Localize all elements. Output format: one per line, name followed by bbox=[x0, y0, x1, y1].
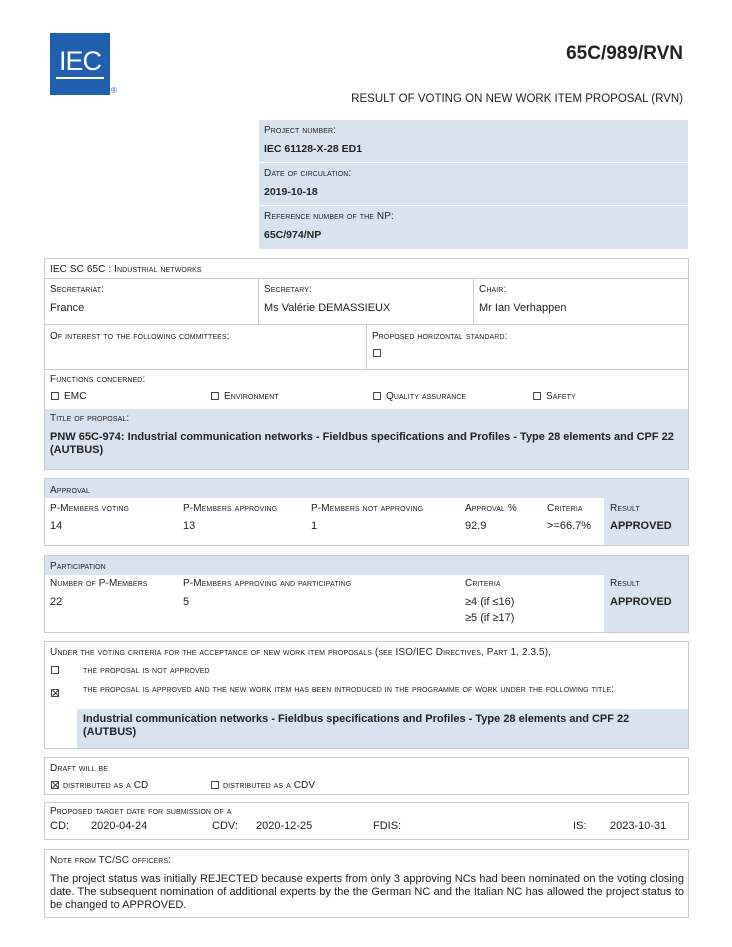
chair-label: Chair: bbox=[479, 284, 507, 295]
approval-value-not-approving: 1 bbox=[311, 520, 318, 532]
project-number: IEC 61128-X-28 ED1 bbox=[264, 143, 363, 155]
note-label: Note from TC/SC officers: bbox=[50, 855, 172, 866]
approval-header-voting: P-Members voting bbox=[50, 503, 130, 514]
iec-logo-text: IEC bbox=[58, 46, 101, 76]
proposal-title-label: Title of proposal: bbox=[50, 413, 130, 424]
secretary-value: Ms Valérie DEMASSIEUX bbox=[264, 302, 391, 314]
doc-title: RESULT OF VOTING ON NEW WORK ITEM PROPOSAL (RVN) bbox=[351, 93, 683, 105]
date-label: Date of circulation: bbox=[264, 168, 352, 179]
approval-value-result: APPROVED bbox=[610, 520, 672, 532]
horizontal-label: Proposed horizontal standard: bbox=[372, 331, 508, 342]
approval-header-result: Result bbox=[610, 503, 640, 514]
participation-criteria-1: ≥4 (if ≤16) bbox=[465, 596, 515, 608]
participation-header-criteria: Criteria bbox=[465, 578, 501, 589]
chair-value: Mr Ian Verhappen bbox=[479, 302, 567, 314]
target-cd-label: CD: bbox=[50, 820, 69, 832]
not-approved-checkbox[interactable] bbox=[51, 666, 59, 674]
participation-value-members: 22 bbox=[50, 596, 63, 608]
project-box bbox=[259, 120, 688, 249]
divider bbox=[44, 278, 689, 279]
target-fdis-label: FDIS: bbox=[373, 820, 402, 832]
participation-header-participating: P-Members approving and participating bbox=[183, 578, 352, 589]
draft-option-cdv: distributed as a CDV bbox=[223, 780, 316, 791]
doc-number: 65C/989/RVN bbox=[566, 43, 683, 64]
ref-number: 65C/974/NP bbox=[264, 229, 322, 241]
safety-checkbox[interactable] bbox=[533, 392, 541, 400]
approval-value-voting: 14 bbox=[50, 520, 63, 532]
target-cdv: 2020-12-25 bbox=[256, 820, 313, 832]
approval-header-not-approving: P-Members not approving bbox=[311, 503, 424, 514]
target-label: Proposed target date for submission of a bbox=[50, 806, 232, 817]
circulation-date: 2019-10-18 bbox=[264, 186, 318, 198]
proposal-title: PNW 65C-974: Industrial communication networks - Fieldbus specifications and Profiles - Type 28 elements and CPF 22 (AUTBUS) bbox=[50, 431, 674, 456]
approval-heading-band bbox=[45, 479, 688, 498]
iec-logo bbox=[50, 33, 110, 95]
target-is-label: IS: bbox=[573, 820, 587, 832]
divider bbox=[44, 369, 689, 370]
participation-header-result: Result bbox=[610, 578, 640, 589]
divider bbox=[258, 278, 259, 324]
target-is: 2023-10-31 bbox=[610, 820, 667, 832]
voting-intro: Under the voting criteria for the acceptance of new work item proposals (see ISO/IEC Directives, Part 1, 2.3.5), bbox=[50, 647, 552, 658]
cd-checkbox[interactable] bbox=[51, 781, 59, 789]
functions-label: Functions concerned: bbox=[50, 374, 146, 385]
function-quality-assurance: Quality assurance bbox=[386, 391, 467, 402]
approval-value-criteria: >=66.7% bbox=[547, 520, 592, 532]
environment-checkbox[interactable] bbox=[211, 392, 219, 400]
quality-assurance-checkbox[interactable] bbox=[373, 392, 381, 400]
approval-header-approving: P-Members approving bbox=[183, 503, 278, 514]
divider bbox=[259, 205, 688, 206]
function-emc: EMC bbox=[64, 391, 87, 402]
secretariat-label: Secretariat: bbox=[50, 284, 104, 295]
participation-heading-band bbox=[45, 556, 688, 575]
approval-heading: Approval bbox=[50, 485, 91, 496]
voting-option-approved: the proposal is approved and the new work item has been introduced in the programme of work under the following title: bbox=[83, 684, 615, 695]
cdv-checkbox[interactable] bbox=[211, 781, 219, 789]
approval-header-percent: Approval % bbox=[465, 503, 517, 514]
draft-option-cd: distributed as a CD bbox=[63, 780, 149, 791]
project-number-label: Project number: bbox=[264, 125, 337, 136]
participation-result: APPROVED bbox=[610, 596, 672, 608]
participation-heading: Participation bbox=[50, 561, 106, 572]
voting-option-not-approved: the proposal is not approved bbox=[83, 665, 210, 676]
divider bbox=[366, 324, 367, 369]
target-cd: 2020-04-24 bbox=[91, 820, 148, 832]
logo-underline bbox=[56, 77, 104, 79]
function-safety: Safety bbox=[546, 391, 576, 402]
function-environment: Environment bbox=[224, 391, 279, 402]
emc-checkbox[interactable] bbox=[51, 392, 59, 400]
secretariat-value: France bbox=[50, 302, 85, 314]
approval-value-approving: 13 bbox=[183, 520, 196, 532]
ref-label: Reference number of the NP: bbox=[264, 211, 394, 222]
approval-value-percent: 92.9 bbox=[465, 520, 487, 532]
horizontal-standard-checkbox[interactable] bbox=[373, 349, 381, 357]
divider bbox=[473, 278, 474, 324]
approved-checkbox[interactable] bbox=[51, 689, 59, 697]
participation-header-members: Number of P-Members bbox=[50, 578, 148, 589]
participation-criteria-2: ≥5 (if ≥17) bbox=[465, 612, 515, 624]
interest-label: Of interest to the following committees: bbox=[50, 331, 230, 342]
target-cdv-label: CDV: bbox=[212, 820, 238, 832]
draft-label: Draft will be bbox=[50, 763, 109, 774]
note-text: The project status was initially REJECTED because experts from only 3 approving NCs had been nominated on the voting closing date. The subsequent nomination of additional experts by the the German NC and the Italian NC has allowed the project status to be changed to APPROVED. bbox=[50, 873, 684, 911]
logo-registered-mark: ® bbox=[111, 86, 117, 95]
participation-value-participating: 5 bbox=[183, 596, 190, 608]
approval-header-criteria: Criteria bbox=[547, 503, 583, 514]
committee-title: IEC SC 65C : Industrial networks bbox=[50, 264, 202, 275]
secretary-label: Secretary: bbox=[264, 284, 312, 295]
voting-title: Industrial communication networks - Fieldbus specifications and Profiles - Type 28 elements and CPF 22 (AUTBUS) bbox=[83, 713, 630, 738]
divider bbox=[259, 162, 688, 163]
